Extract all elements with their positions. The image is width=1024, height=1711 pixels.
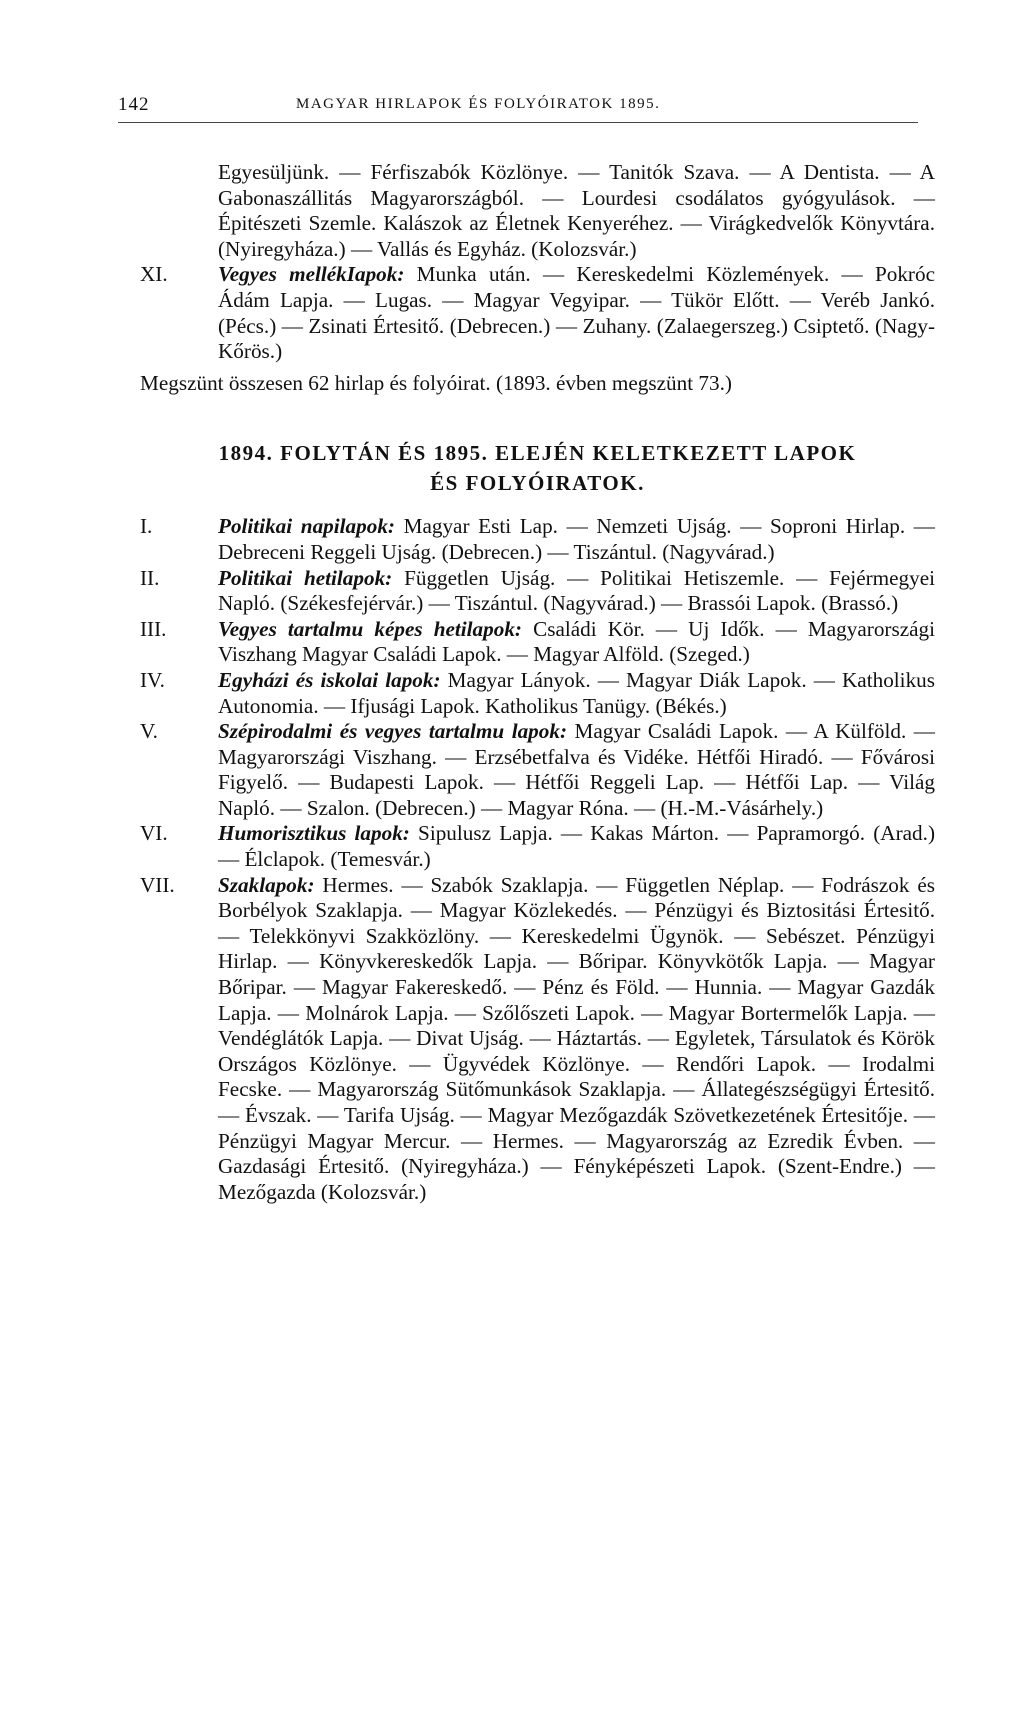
item-number: II. bbox=[140, 565, 160, 590]
item-text: Sipulusz Lapja. — Kakas Márton. — Papramorgó. (Arad.) — Élclapok. (Temesvár.) bbox=[218, 821, 936, 872]
item-text: Magyar Esti Lap. — Nemzeti Ujság. — Soproni Hirlap. — Debreceni Reggeli Ujság. (Debrecen.) — Tiszántul. (Nagyvárad.) bbox=[218, 514, 935, 564]
section-xi-number: XI. bbox=[140, 262, 168, 287]
item-category: Szaklapok: bbox=[218, 872, 315, 897]
item-category: Vegyes tartalmu képes hetilapok: bbox=[218, 616, 522, 641]
list-item bbox=[140, 514, 935, 565]
item-number: I. bbox=[140, 514, 153, 539]
item-category: Szépirodalmi és vegyes tartalmu lapok: bbox=[218, 719, 568, 744]
section-heading-line1: 1894. FOLYTÁN ÉS 1895. ELEJÉN KELETKEZETT LAPOK bbox=[218, 441, 857, 466]
item-text: Független Ujság. — Politikai Hetiszemle. — Fejérmegyei Napló. (Székesfejérvár.) — Tiszántul. (Nagyvárad.) — Brassói Lapok. (Brassó.) bbox=[218, 565, 936, 616]
item-number: IV. bbox=[140, 667, 165, 692]
item-category: Politikai hetilapok: bbox=[218, 565, 393, 590]
list-item bbox=[140, 617, 935, 668]
list-item bbox=[140, 821, 935, 872]
section-xi bbox=[140, 262, 935, 364]
item-number: VII. bbox=[140, 872, 175, 897]
list-item bbox=[140, 873, 935, 1206]
section-xi-text: Munka után. — Kereskedelmi Közlemények. — Pokróc Ádám Lapja. — Lugas. — Magyar Vegyipar. — Tükör Előtt. — Veréb Jankó. (Pécs.) — Zsinati Értesitő. (Debrecen.) — Zuhany. (Zalaegerszeg.) Csiptető. (Nagy-Kőrös.) bbox=[218, 262, 935, 364]
item-category: Politikai napilapok: bbox=[218, 514, 395, 539]
item-text: Családi Kör. — Uj Idők. — Magyarországi Viszhang Magyar Családi Lapok. — Magyar Alföld. (Szeged.) bbox=[218, 616, 936, 667]
item-number: V. bbox=[140, 719, 158, 744]
list-item bbox=[140, 719, 935, 821]
page-number: 142 bbox=[118, 94, 150, 115]
continued-list: Egyesüljünk. — Férfiszabók Közlönye. — Tanitók Szava. — A Dentista. — A Gabonaszállitás Magyarországból. — Lourdesi csodálatos gyógyulások. — Épitészeti Szemle. Kalászok az Életnek Kenyeréhez. — Virágkedvelők Könyvtára. (Nyiregyháza.) — Vallás és Egyház. (Kolozsvár.) bbox=[218, 160, 935, 261]
item-text: Magyar Lányok. — Magyar Diák Lapok. — Katholikus Autonomia. — Ifjusági Lapok. Katholikus Tanügy. (Békés.) bbox=[218, 667, 935, 718]
list-item bbox=[140, 668, 935, 719]
body-text bbox=[140, 160, 935, 1205]
item-text: Magyar Családi Lapok. — A Külföld. — Magyarországi Viszhang. — Erzsébetfalva és Vidéke. Hétfői Hiradó. — Fővárosi Figyelő. — Budapesti Lapok. — Hétfői Reggeli Lap. — Hétfői Lap. — Világ Napló. — Szalon. (Debrecen.) — Magyar Róna. — (H.-M.-Vásárhely.) bbox=[218, 719, 935, 820]
section-heading bbox=[140, 438, 935, 498]
item-text: Hermes. — Szabók Szaklapja. — Független Néplap. — Fodrászok és Borbélyok Szaklapja. — Magyar Közlekedés. — Pénzügyi és Biztositási Értesitő. — Telekkönyvi Szakközlöny. — Kereskedelmi Ügynök. — Sebészet. Pénzügyi Hirlap. — Könyvkereskedők Lapja. — Bőripar. Könyvkötők Lapja. — Magyar Bőripar. — Magyar Fakereskedő. — Pénz és Föld. — Hunnia. — Magyar Gazdák Lapja. — Molnárok Lapja. — Szőlőszeti Lapok. — Magyar Bortermelők Lapja. — Vendéglátók Lapja. — Divat Ujság. — Háztartás. — Egyletek, Társulatok és Körök Országos Közlönye. — Ügyvédek Közlönye. — Rendőri Lapok. — Irodalmi Fecske. — Magyarország Sütőmunkások Szaklapja. — Állategészségügyi Értesitő. — Évszak. — Tarifa Ujság. — Magyar Mezőgazdák Szövetkezetének Értesitője. — Pénzügyi Magyar Mercur. — Hermes. — Magyarország az Ezredik Évben. — Gazdasági Értesitő. (Nyiregyháza.) — Fényképészeti Lapok. (Szent-Endre.) — Mezőgazda (Kolozsvár.) bbox=[218, 872, 936, 1204]
section-xi-category: Vegyes mellékIapok: bbox=[218, 262, 405, 287]
running-title: MAGYAR HIRLAPOK ÉS FOLYÓIRATOK 1895. bbox=[296, 96, 661, 112]
summary-line: Megszünt összesen 62 hirlap és folyóirat. (1893. évben megszünt 73.) bbox=[140, 370, 732, 395]
item-number: III. bbox=[140, 616, 167, 641]
item-category: Egyházi és iskolai lapok: bbox=[218, 667, 441, 692]
page-header bbox=[118, 92, 938, 126]
section-heading-line2: ÉS FOLYÓIRATOK. bbox=[430, 471, 645, 496]
header-rule bbox=[118, 122, 918, 123]
item-number: VI. bbox=[140, 821, 168, 846]
item-category: Humorisztikus lapok: bbox=[218, 821, 410, 846]
list-item bbox=[140, 566, 935, 617]
